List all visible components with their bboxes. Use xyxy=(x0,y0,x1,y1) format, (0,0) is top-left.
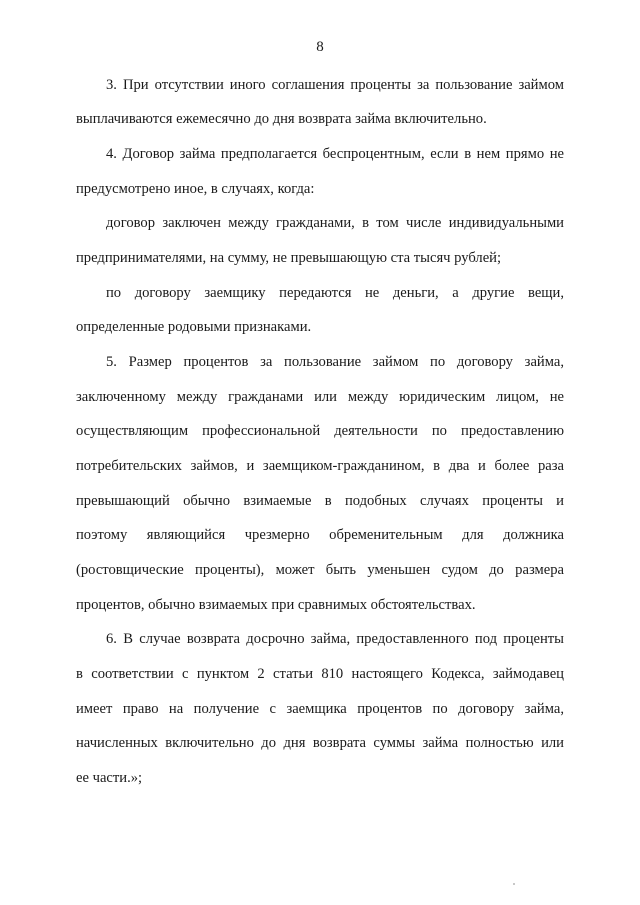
paragraph-5-line-2: заключенному между гражданами или между юридическим лицом, не xyxy=(76,389,564,405)
paragraph-4-item-2-line-2: определенные родовыми признаками. xyxy=(76,319,312,335)
paragraph-5-line-3: осуществляющим профессиональной деятельности по предоставлению xyxy=(76,423,564,439)
paragraph-6-line-3: имеет право на получение с заемщика процентов по договору займа, xyxy=(76,701,564,717)
paragraph-3-line-1: 3. При отсутствии иного соглашения проценты за пользование займом xyxy=(106,77,564,93)
paragraph-5-line-5: превышающий обычно взимаемые в подобных случаях проценты и xyxy=(76,493,564,509)
paragraph-6-line-1: 6. В случае возврата досрочно займа, предоставленного под проценты xyxy=(106,631,564,647)
scan-speck xyxy=(513,883,515,885)
paragraph-6-line-4: начисленных включительно до дня возврата суммы займа полностью или xyxy=(76,735,564,751)
paragraph-5-line-4: потребительских займов, и заемщиком-гражданином, в два и более раза xyxy=(76,458,564,474)
paragraph-5-line-6: поэтому являющийся чрезмерно обременительным для должника xyxy=(76,527,564,543)
paragraph-4-item-1-line-2: предпринимателями, на сумму, не превышающую ста тысяч рублей; xyxy=(76,250,502,266)
paragraph-5-line-7: (ростовщические проценты), может быть уменьшен судом до размера xyxy=(76,562,564,578)
paragraph-5-line-1: 5. Размер процентов за пользование займом по договору займа, xyxy=(106,354,564,370)
paragraph-3-line-2: выплачиваются ежемесячно до дня возврата займа включительно. xyxy=(76,111,487,127)
paragraph-4-item-1-line-1: договор заключен между гражданами, в том числе индивидуальными xyxy=(106,215,564,231)
paragraph-5-line-8: процентов, обычно взимаемых при сравнимых обстоятельствах. xyxy=(76,597,476,613)
paragraph-4-item-2-line-1: по договору заемщику передаются не деньги, а другие вещи, xyxy=(106,285,564,301)
paragraph-6-line-5: ее части.»; xyxy=(76,770,143,786)
paragraph-4-line-1: 4. Договор займа предполагается беспроцентным, если в нем прямо не xyxy=(106,146,564,162)
paragraph-6-line-2: в соответствии с пунктом 2 статьи 810 настоящего Кодекса, займодавец xyxy=(76,666,564,682)
paragraph-4-line-2: предусмотрено иное, в случаях, когда: xyxy=(76,181,315,197)
page-number: 8 xyxy=(316,39,324,55)
